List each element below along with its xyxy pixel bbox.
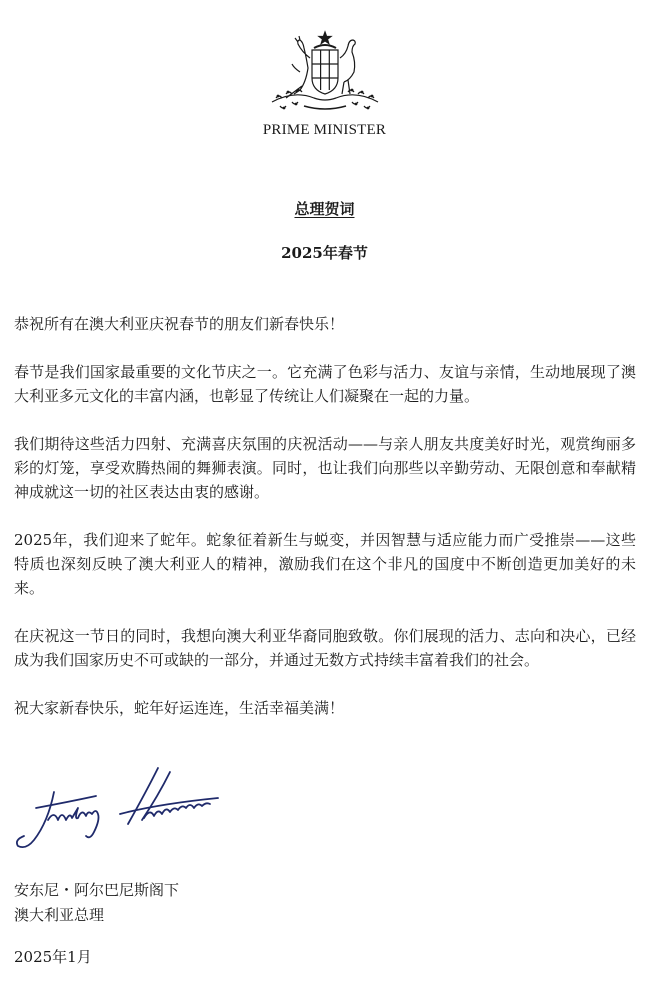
letter-date: 2025年1月	[14, 948, 92, 966]
document-title	[0, 198, 649, 219]
office-heading: PRIME MINISTER	[262, 122, 387, 138]
paragraph: 在庆祝这一节日的同时，我想向澳大利亚华裔同胞致敬。你们展现的活力、志向和决心，已经成为我们国家历史不可或缺的一部分，并通过无数方式持续丰富着我们的社会。	[14, 627, 636, 669]
paragraph: 祝大家新春快乐，蛇年好运连连，生活幸福美满！	[14, 699, 345, 717]
paragraph: 2025年，我们迎来了蛇年。蛇象征着新生与蜕变，并因智慧与适应能力而广受推崇——这些特质也深刻反映了澳大利亚人的精神，激励我们在这个非凡的国度中不断创造更加美好的未来。	[14, 531, 636, 597]
paragraph: 春节是我们国家最重要的文化节庆之一。它充满了色彩与活力、友谊与亲情，生动地展现了澳大利亚多元文化的丰富内涵，也彰显了传统让人们凝聚在一起的力量。	[14, 363, 636, 405]
signer-role: 澳大利亚总理	[14, 906, 105, 924]
coat-of-arms-icon	[264, 28, 386, 114]
document-title-text: 总理贺词	[294, 200, 355, 218]
paragraph: 我们期待这些活力四射、充满喜庆氛围的庆祝活动——与亲人朋友共度美好时光，观赏绚丽多彩的灯笼，享受欢腾热闹的舞狮表演。同时，也让我们向那些以辛勤劳动、无限创意和奉献精神成就这一切的社区表达由衷的感谢。	[14, 435, 636, 501]
document-subtitle: 2025年春节	[281, 244, 368, 262]
signature	[8, 762, 238, 857]
letter-body	[14, 312, 636, 744]
signer-block	[14, 878, 179, 928]
signer-name: 安东尼・阿尔巴尼斯阁下	[14, 881, 180, 899]
paragraph: 恭祝所有在澳大利亚庆祝春节的朋友们新春快乐！	[14, 315, 345, 333]
